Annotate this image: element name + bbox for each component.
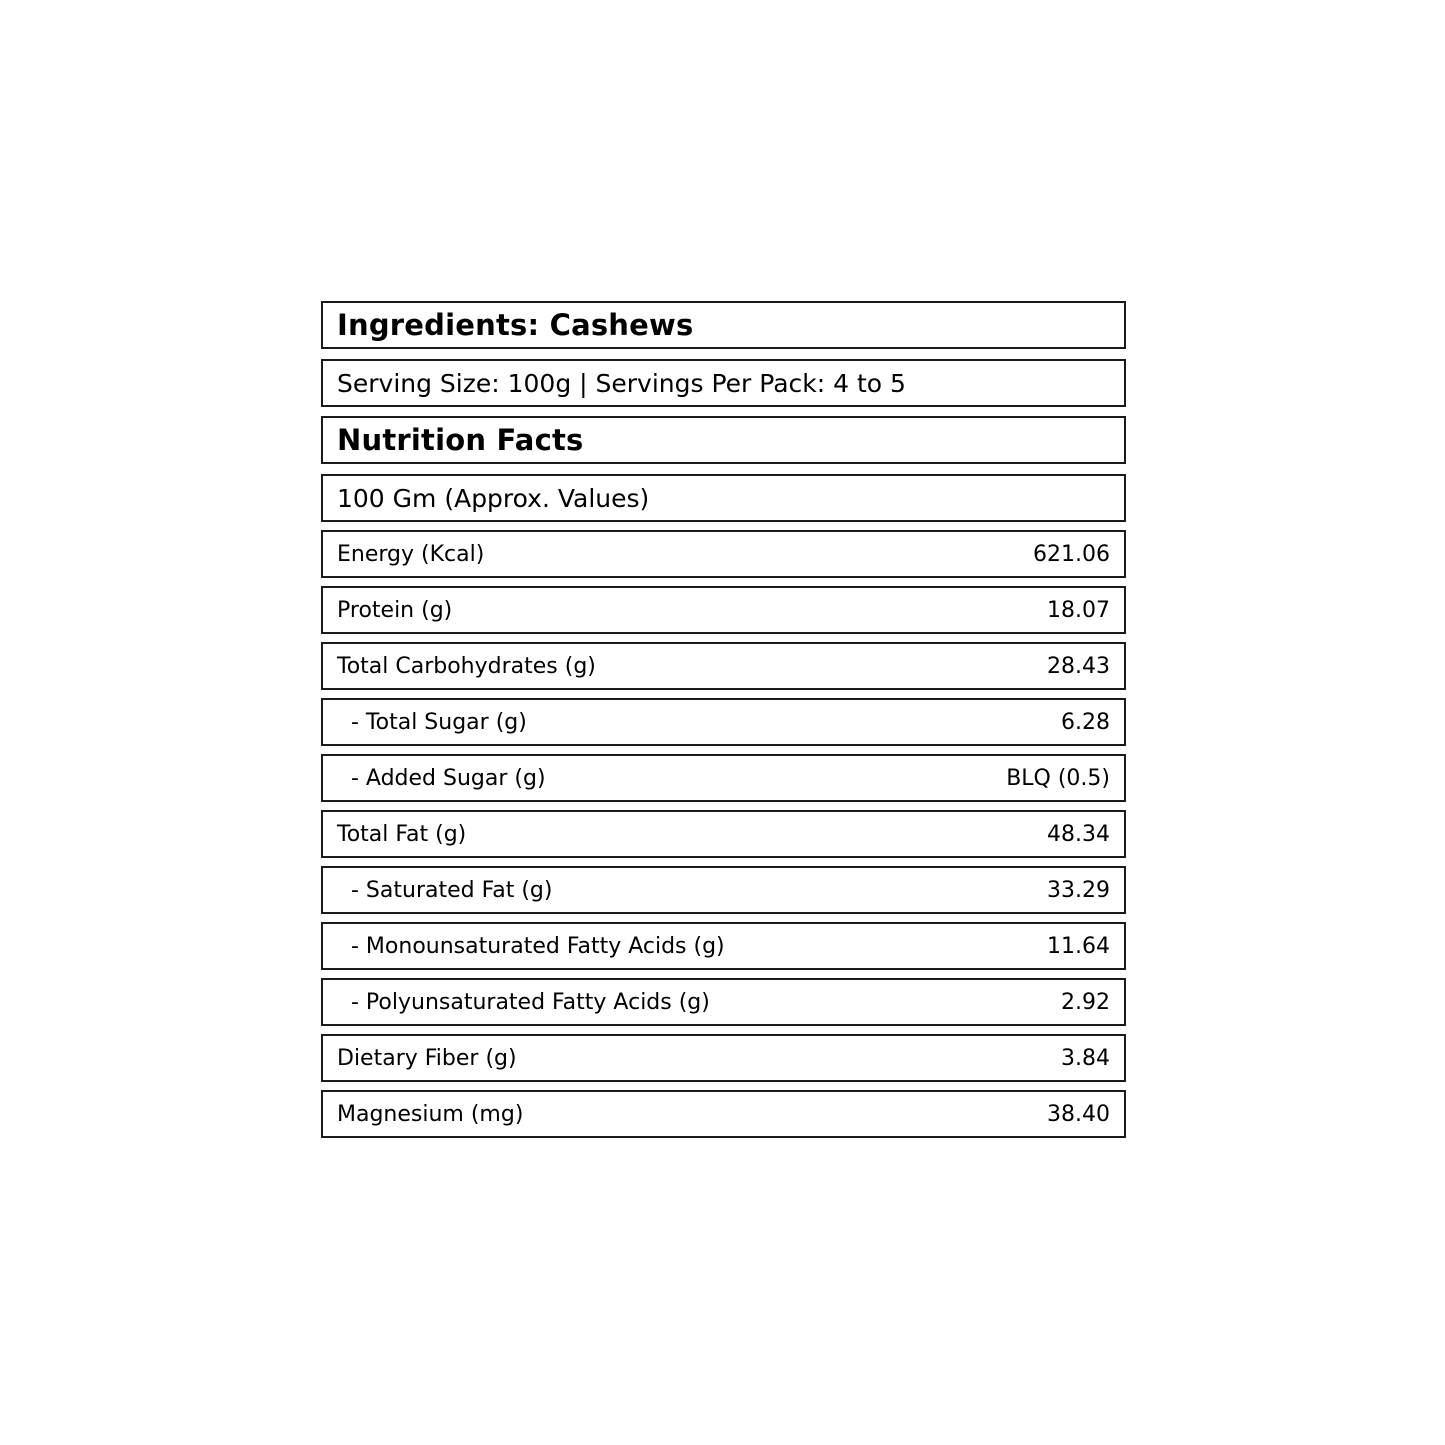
nutrient-row-polyunsaturated-fat <box>321 978 1126 1026</box>
basis-text: 100 Gm (Approx. Values) <box>337 483 650 513</box>
nutrient-value: 621.06 <box>1033 541 1110 567</box>
nutrient-label: - Added Sugar (g) <box>351 765 546 791</box>
nutrient-row-added-sugar <box>321 754 1126 802</box>
ingredients-box <box>321 301 1126 349</box>
nutrient-value: 38.40 <box>1047 1101 1110 1127</box>
serving-box <box>321 359 1126 407</box>
nutrient-row-magnesium <box>321 1090 1126 1138</box>
nutrient-label: - Saturated Fat (g) <box>351 877 553 903</box>
nutrient-label: - Total Sugar (g) <box>351 709 527 735</box>
nutrient-label: Magnesium (mg) <box>337 1101 524 1127</box>
serving-text: Serving Size: 100g | Servings Per Pack: 4 to 5 <box>337 368 906 398</box>
nutrient-row-protein <box>321 586 1126 634</box>
nutrient-label: Protein (g) <box>337 597 453 623</box>
nutrient-value: 11.64 <box>1047 933 1110 959</box>
nutrient-label: Total Carbohydrates (g) <box>337 653 596 679</box>
nutrient-value: 48.34 <box>1047 821 1110 847</box>
nutrition-facts-title: Nutrition Facts <box>337 423 584 457</box>
nutrient-row-dietary-fiber <box>321 1034 1126 1082</box>
nutrient-row-monounsaturated-fat <box>321 922 1126 970</box>
nutrient-label: Dietary Fiber (g) <box>337 1045 517 1071</box>
ingredients-text: Ingredients: Cashews <box>337 308 694 342</box>
nutrient-row-total-carbohydrates <box>321 642 1126 690</box>
nutrition-facts-box <box>321 416 1126 464</box>
nutrient-value: 2.92 <box>1061 989 1110 1015</box>
nutrient-label: - Polyunsaturated Fatty Acids (g) <box>351 989 710 1015</box>
nutrient-value: 18.07 <box>1047 597 1110 623</box>
nutrient-label: Total Fat (g) <box>337 821 467 847</box>
basis-box <box>321 474 1126 522</box>
nutrient-value: 33.29 <box>1047 877 1110 903</box>
nutrient-label: Energy (Kcal) <box>337 541 485 567</box>
nutrient-label: - Monounsaturated Fatty Acids (g) <box>351 933 725 959</box>
nutrient-row-saturated-fat <box>321 866 1126 914</box>
nutrient-value: BLQ (0.5) <box>1006 765 1110 791</box>
nutrient-row-energy <box>321 530 1126 578</box>
nutrient-row-total-fat <box>321 810 1126 858</box>
nutrient-value: 6.28 <box>1061 709 1110 735</box>
nutrient-value: 3.84 <box>1061 1045 1110 1071</box>
nutrient-row-total-sugar <box>321 698 1126 746</box>
nutrient-value: 28.43 <box>1047 653 1110 679</box>
